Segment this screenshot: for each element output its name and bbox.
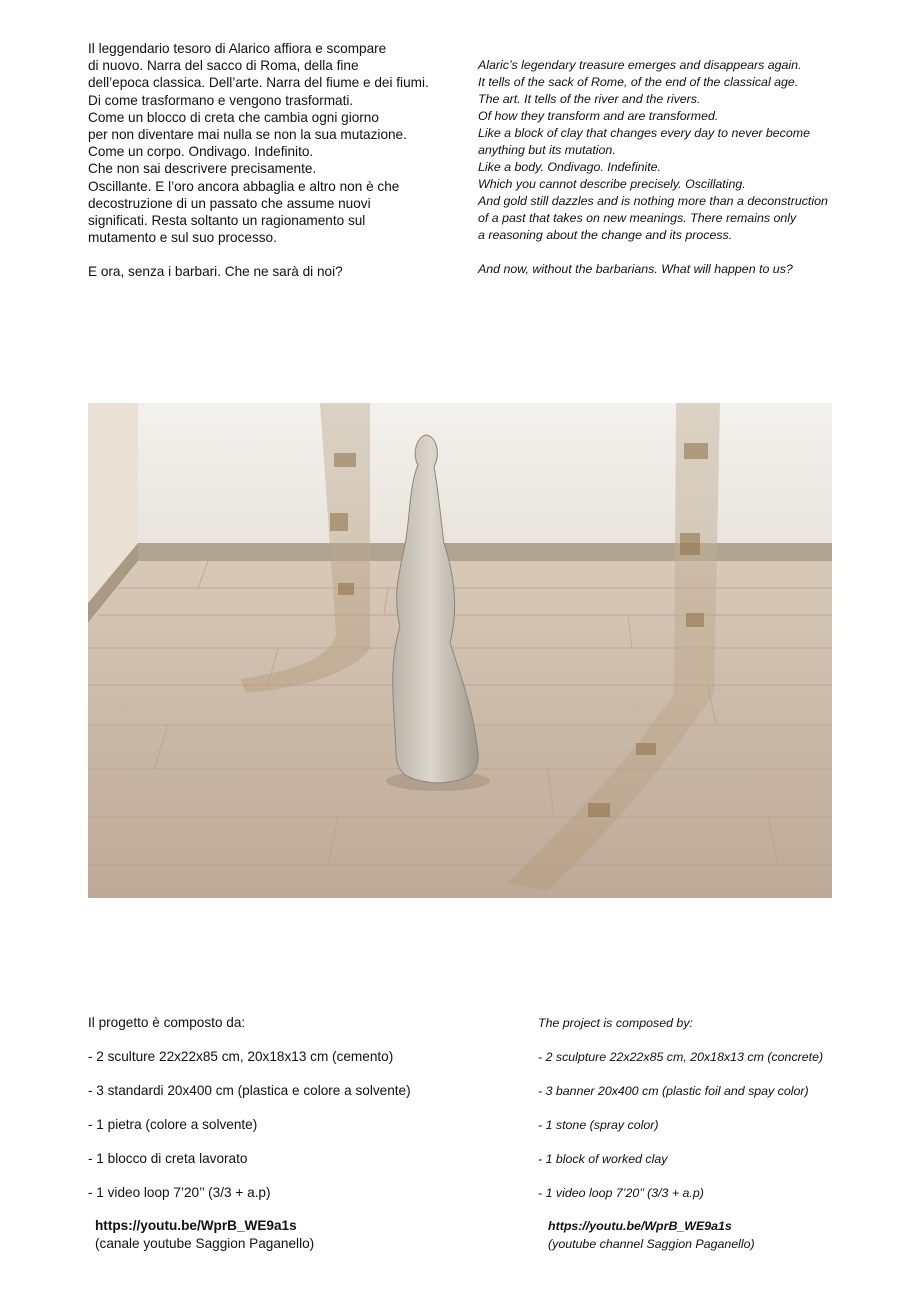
video-link-block-english <box>548 1217 755 1253</box>
italian-line: Come un corpo. Ondivago. Indefinito. <box>88 144 314 160</box>
project-item: - 3 standardi 20x400 cm (plastica e colore a solvente) <box>88 1083 411 1098</box>
video-link-italian[interactable]: https://youtu.be/WprB_WE9a1s <box>95 1218 297 1233</box>
italian-line: decostruzione di un passato che assume nuovi <box>88 195 371 211</box>
italian-closing-line: E ora, senza i barbari. Che ne sarà di noi? <box>88 264 343 280</box>
video-link-note-english: (youtube channel Saggion Paganello) <box>548 1237 755 1251</box>
video-link-block-italian <box>95 1217 314 1253</box>
italian-line: per non diventare mai nulla se non la sua mutazione. <box>88 127 407 143</box>
english-line: a reasoning about the change and its process. <box>478 228 733 242</box>
english-line: The art. It tells of the river and the rivers. <box>478 92 701 106</box>
video-link-note-italian: (canale youtube Saggion Paganello) <box>95 1236 315 1251</box>
italian-line: di nuovo. Narra del sacco di Roma, della fine <box>88 58 359 74</box>
installation-photo <box>88 403 832 898</box>
italian-line: Di come trasformano e vengono trasformati. <box>88 92 354 108</box>
project-item: - 1 blocco di creta lavorato <box>88 1151 248 1166</box>
paragraph-gap <box>88 246 458 263</box>
project-heading-italian: Il progetto è composto da: <box>88 1015 246 1030</box>
project-item: - 1 video loop 7’20’’ (3/3 + a.p) <box>88 1185 271 1200</box>
italian-intro-text <box>88 40 458 281</box>
project-heading-english: The project is composed by: <box>538 1016 693 1030</box>
project-item: - 1 pietra (colore a solvente) <box>88 1117 258 1132</box>
project-item: - 2 sculture 22x22x85 cm, 20x18x13 cm (cemento) <box>88 1049 394 1064</box>
wall <box>88 403 832 553</box>
project-item: - 3 banner 20x400 cm (plastic foil and spay color) <box>538 1084 809 1098</box>
italian-line: Come un blocco di creta che cambia ogni giorno <box>88 109 379 125</box>
english-closing-line: And now, without the barbarians. What will happen to us? <box>478 262 793 276</box>
project-list-italian <box>88 1013 508 1217</box>
project-item: - 1 stone (spray color) <box>538 1118 659 1132</box>
english-line: Like a block of clay that changes every day to never become <box>478 126 810 140</box>
english-line: It tells of the sack of Rome, of the end of the classical age. <box>478 75 799 89</box>
baseboard <box>138 543 832 561</box>
italian-line: dell’epoca classica. Dell’arte. Narra del fiume e dei fiumi. <box>88 75 429 91</box>
paragraph-gap <box>478 244 858 261</box>
english-line: Of how they transform and are transformed. <box>478 109 719 123</box>
project-list-english <box>538 1013 878 1217</box>
italian-line: Oscillante. E l’oro ancora abbaglia e altro non è che <box>88 178 400 194</box>
english-line: of a past that takes on new meanings. There remains only <box>478 211 797 225</box>
english-line: Which you cannot describe precisely. Oscillating. <box>478 177 746 191</box>
project-item: - 1 video loop 7’20’’ (3/3 + a.p) <box>538 1186 704 1200</box>
project-item: - 1 block of worked clay <box>538 1152 668 1166</box>
project-item: - 2 sculpture 22x22x85 cm, 20x18x13 cm (concrete) <box>538 1050 824 1064</box>
video-link-english[interactable]: https://youtu.be/WprB_WE9a1s <box>548 1219 732 1233</box>
english-line: anything but its mutation. <box>478 143 616 157</box>
english-intro-text <box>478 57 858 278</box>
italian-line: mutamento e sul suo processo. <box>88 230 277 246</box>
italian-line: Il leggendario tesoro di Alarico affiora e scompare <box>88 41 387 56</box>
english-line: Like a body. Ondivago. Indefinite. <box>478 160 661 174</box>
italian-line: Che non sai descrivere precisamente. <box>88 161 317 177</box>
english-line: And gold still dazzles and is nothing more than a deconstruction <box>478 194 828 208</box>
english-line: Alaric’s legendary treasure emerges and disappears again. <box>478 58 802 72</box>
italian-line: significati. Resta soltanto un ragionamento sul <box>88 213 366 229</box>
